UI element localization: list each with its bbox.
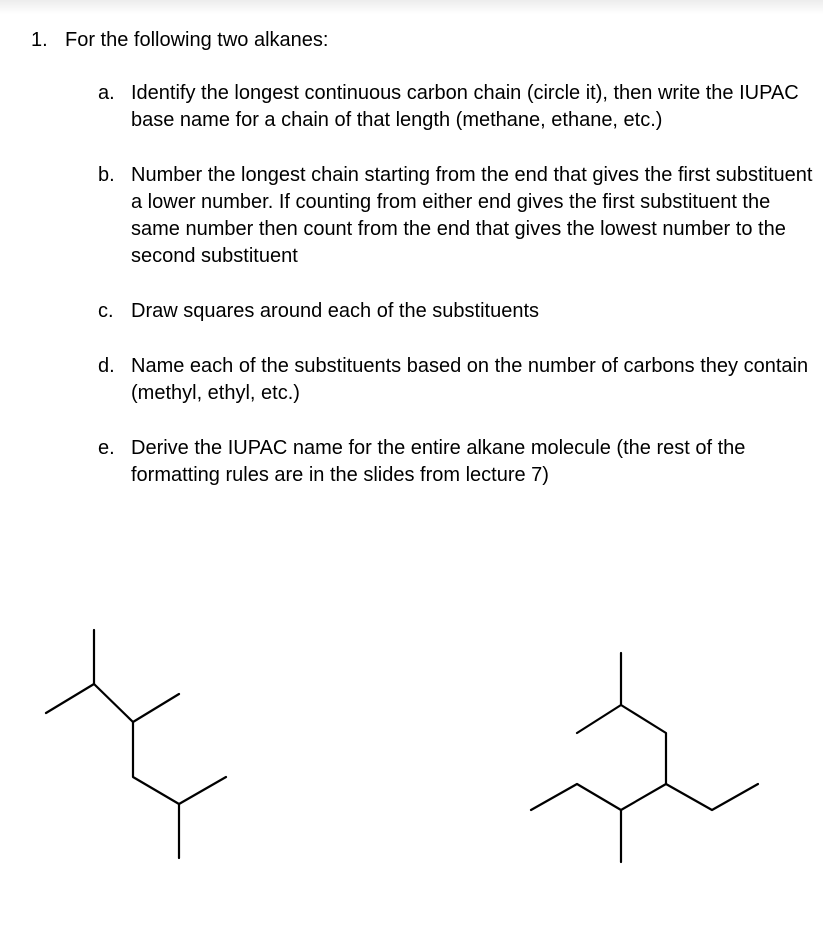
alkane-1-bonds [46,684,179,722]
instruction-item-e [98,435,813,489]
question-number: 1. [31,29,48,51]
alkane-2-ethyl-branch [666,784,758,810]
item-text: Name each of the substituents based on the number of carbons they contain (methyl, ethyl, etc.) [131,355,809,404]
alkane-2-structure [531,653,758,862]
item-letter: d. [98,355,115,377]
alkane-2-bonds [531,705,666,810]
instruction-item-a [98,80,813,134]
item-text: Draw squares around each of the substituents [131,300,540,322]
instruction-list [98,80,813,489]
alkane-1-structure [46,630,226,858]
instruction-item-b [98,162,813,270]
item-letter: a. [98,82,115,104]
item-text: Derive the IUPAC name for the entire alkane molecule (the rest of the formatting rules are in the slides from lecture 7) [131,437,746,486]
top-shadow [0,0,823,14]
item-letter: b. [98,164,115,186]
question-1 [31,27,328,54]
question-text: For the following two alkanes: [65,29,329,51]
item-letter: c. [98,300,114,322]
alkane-1-chain-lower [133,722,226,804]
item-text: Number the longest chain starting from the end that gives the first substituent a lower number. If counting from either end gives the first substituent the same number then count from the end that gives the lowest number to the second substituent [131,164,813,267]
instruction-item-c [98,298,813,325]
instruction-item-d [98,353,813,407]
item-text: Identify the longest continuous carbon chain (circle it), then write the IUPAC base name for a chain of that length (methane, ethane, etc.) [131,82,799,131]
item-letter: e. [98,437,115,459]
